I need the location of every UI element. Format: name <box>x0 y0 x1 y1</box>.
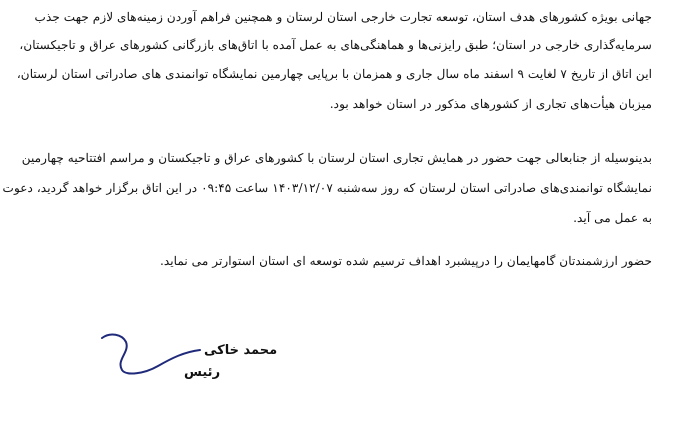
paragraph-1-line-4: میزبان هیأت‌های تجاری از کشورهای مذکور در استان خواهد بود. <box>329 97 652 111</box>
signature-title: رئیس <box>184 365 221 380</box>
closing-line: حضور ارزشمندتان گامهایمان را درپیشبرد اهداف ترسیم شده توسعه ای استان استوارتر می نماید. <box>159 254 652 268</box>
paragraph-2-line-1: بدینوسیله از جنابعالی جهت حضور در همایش تجاری استان لرستان با کشورهای عراق و تاجیکستان و مراسم افتتاحیه چهارمین <box>21 151 652 165</box>
signature-name: محمد خاکی <box>204 343 278 358</box>
paragraph-2-line-2: نمایشگاه توانمندی‌های صادراتی استان لرستان که روز سه‌شنبه ۱۴۰۳/۱۲/۰۷ ساعت ۰۹:۴۵ در این اتاق برگزار خواهد گردید، دعوت <box>2 181 652 195</box>
paragraph-2-line-3: به عمل می آید. <box>573 211 652 225</box>
signature-block <box>92 326 278 386</box>
paragraph-1-line-3: این اتاق از تاریخ ۷ لغایت ۹ اسفند ماه سال جاری و همزمان با برپایی چهارمین نمایشگاه توانمندی های صادراتی استان لرستان، <box>16 67 652 81</box>
paragraph-1-line-1: جهانی بویژه کشورهای هدف استان، توسعه تجارت خارجی استان لرستان و همچنین فراهم آوردن زمینه‌های لازم جهت جذب <box>34 10 652 24</box>
paragraph-1-line-2: سرمایه‌گذاری خارجی در استان؛ طبق رایزنی‌ها و هماهنگی‌های به عمل آمده با اتاق‌های بازرگانی کشورهای عراق و تاجیکستان، <box>19 38 652 52</box>
